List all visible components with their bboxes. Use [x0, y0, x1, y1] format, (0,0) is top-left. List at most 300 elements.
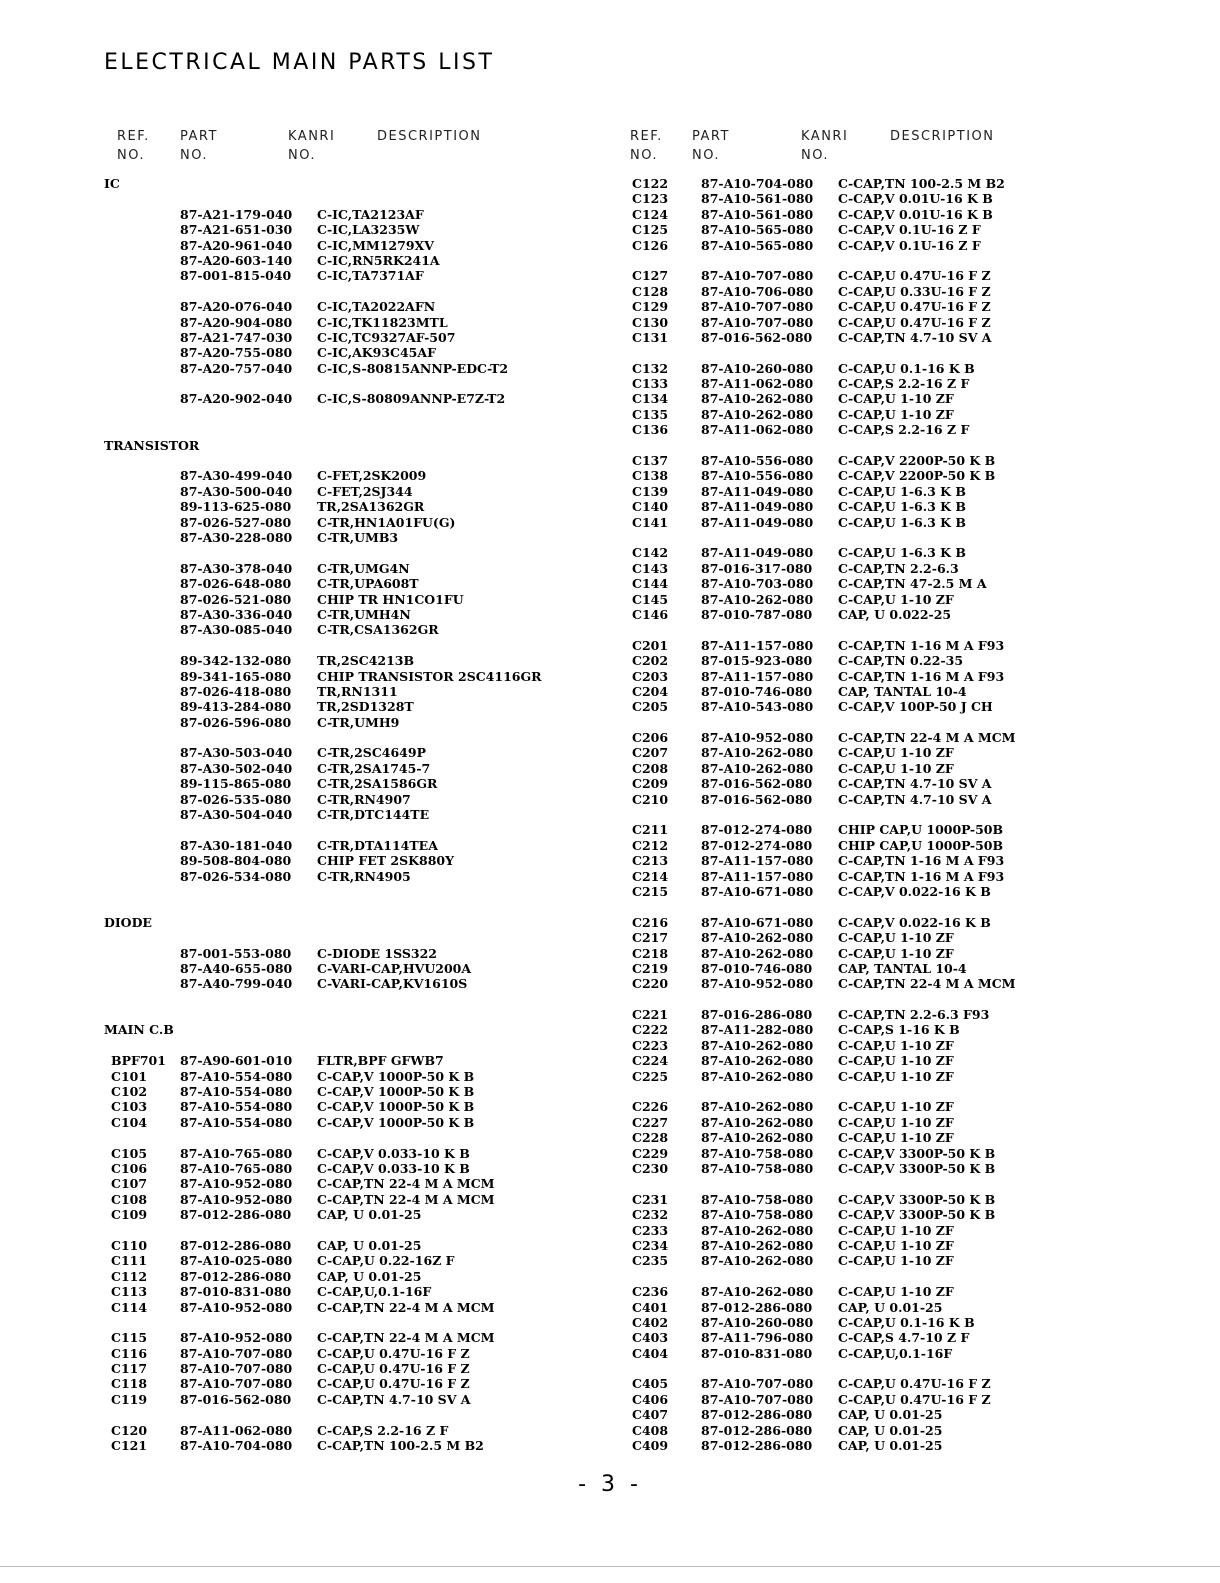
part-no: 87-A10-561-080 — [701, 191, 814, 207]
ref-no: C222 — [632, 1022, 669, 1038]
ref-no: C221 — [632, 1007, 669, 1023]
part-no: 87-A20-961-040 — [180, 237, 293, 253]
ref-no: C113 — [111, 1284, 148, 1300]
part-no: 87-A30-499-040 — [180, 468, 293, 484]
table-row — [0, 391, 1220, 406]
table-row — [0, 853, 1220, 868]
ref-no: C146 — [632, 606, 669, 622]
table-row — [0, 1099, 1220, 1114]
part-no: 87-A10-262-080 — [701, 391, 814, 407]
spacer-row — [0, 715, 1220, 730]
ref-no: C133 — [632, 376, 669, 392]
ref-no: C202 — [632, 653, 669, 669]
part-no: 87-A10-952-080 — [180, 1299, 293, 1315]
ref-no: C129 — [632, 299, 669, 315]
description: C-TR,CSA1362GR — [317, 622, 439, 638]
part-no: 87-A10-262-080 — [701, 1222, 814, 1238]
ref-no: C104 — [111, 1114, 148, 1130]
description: C-CAP,U,0.1-16F — [317, 1284, 432, 1300]
description: C-CAP,U,0.1-16F — [838, 1345, 953, 1361]
parts-list-right — [0, 176, 1220, 1453]
part-no: 87-010-746-080 — [701, 960, 813, 976]
spacer-row — [0, 253, 1220, 268]
part-no: 87-A10-554-080 — [180, 1114, 293, 1130]
description: C-CAP,TN 0.22-35 — [838, 653, 964, 669]
part-no: 87-A10-025-080 — [180, 1253, 293, 1269]
header-kanri: KANRI — [801, 129, 849, 144]
description: TR,2SC4213B — [317, 653, 415, 669]
description: C-FET,2SJ344 — [317, 483, 413, 499]
ref-no: C405 — [632, 1376, 669, 1392]
description: C-CAP,S 2.2-16 Z F — [838, 422, 970, 438]
description: CAP, U 0.01-25 — [317, 1207, 422, 1223]
table-row — [0, 1284, 1220, 1299]
description: C-CAP,TN 22-4 M A MCM — [317, 1330, 495, 1346]
ref-no: C229 — [632, 1145, 669, 1161]
description: C-CAP,TN 1-16 M A F93 — [838, 668, 1005, 684]
description: C-CAP,V 0.022-16 K B — [838, 883, 991, 899]
description: C-CAP,U 1-10 ZF — [838, 1053, 954, 1069]
part-no: 87-A11-062-080 — [701, 422, 814, 438]
table-row — [0, 869, 1220, 884]
description: C-IC,MM1279XV — [317, 237, 434, 253]
part-no: 87-A11-049-080 — [701, 499, 814, 515]
ref-no: C207 — [632, 745, 669, 761]
part-no: 87-010-831-080 — [180, 1284, 292, 1300]
table-row — [0, 1392, 1220, 1407]
ref-no: C138 — [632, 468, 669, 484]
part-no: 87-A10-262-080 — [701, 1099, 814, 1115]
description: C-CAP,V 0.1U-16 Z F — [838, 222, 981, 238]
table-row — [0, 484, 1220, 499]
part-no: 87-A10-554-080 — [180, 1068, 293, 1084]
description: C-CAP,U 1-10 ZF — [838, 1037, 954, 1053]
table-row — [0, 792, 1220, 807]
description: C-CAP,U 0.1-16 K B — [838, 1314, 975, 1330]
part-no: 87-A11-049-080 — [701, 545, 814, 561]
ref-no: C408 — [632, 1422, 669, 1438]
table-row — [0, 1146, 1220, 1161]
description: C-TR,DTA114TEA — [317, 837, 438, 853]
part-no: 87-A10-565-080 — [701, 237, 814, 253]
spacer-row — [0, 992, 1220, 1007]
ref-no: C406 — [632, 1391, 669, 1407]
part-no: 87-012-286-080 — [701, 1438, 813, 1454]
part-no: 87-A10-262-080 — [701, 930, 814, 946]
part-no: 87-A20-755-080 — [180, 345, 293, 361]
part-no: 87-010-746-080 — [701, 683, 813, 699]
description: C-CAP,U 1-10 ZF — [838, 745, 954, 761]
table-row — [0, 1053, 1220, 1068]
header-part: PART — [180, 129, 218, 144]
ref-no: C230 — [632, 1161, 669, 1176]
ref-no: C228 — [632, 1130, 669, 1146]
ref-no: C402 — [632, 1314, 669, 1330]
ref-no: C231 — [632, 1191, 669, 1207]
table-row — [0, 268, 1220, 283]
table-row — [0, 468, 1220, 483]
part-no: 87-A11-796-080 — [701, 1330, 814, 1346]
part-no: 87-A40-655-080 — [180, 960, 293, 976]
table-row — [0, 915, 1220, 930]
ref-no: C137 — [632, 453, 669, 469]
description: C-VARI-CAP,HVU200A — [317, 960, 472, 976]
description: C-CAP,U 1-10 ZF — [838, 1130, 954, 1146]
table-row — [0, 1407, 1220, 1422]
description: C-CAP,TN 22-4 M A MCM — [317, 1191, 495, 1207]
part-no: 87-A11-157-080 — [701, 668, 814, 684]
description: C-CAP,U 1-10 ZF — [838, 1284, 954, 1300]
description: C-CAP,U 0.33U-16 F Z — [838, 283, 991, 299]
description: C-CAP,V 3300P-50 K B — [838, 1207, 996, 1223]
part-no: 87-A20-902-040 — [180, 391, 293, 407]
part-no: 87-A10-554-080 — [180, 1099, 293, 1115]
description: CHIP TR HN1CO1FU — [317, 591, 464, 607]
description: C-CAP,U 1-10 ZF — [838, 1237, 954, 1253]
table-row — [0, 976, 1220, 991]
description: C-CAP,U 1-10 ZF — [838, 406, 954, 422]
part-no: 87-016-286-080 — [701, 1007, 813, 1023]
part-no: 87-A10-260-080 — [701, 1314, 814, 1330]
description: CAP, U 0.01-25 — [317, 1268, 422, 1284]
part-no: 87-A30-378-040 — [180, 560, 293, 576]
table-row — [0, 284, 1220, 299]
description: C-TR,UMH9 — [317, 714, 400, 730]
description: C-CAP,S 1-16 K B — [838, 1022, 960, 1038]
description: C-CAP,TN 1-16 M A F93 — [838, 853, 1005, 869]
part-no: 87-A11-157-080 — [701, 853, 814, 869]
description: CHIP CAP,U 1000P-50B — [838, 837, 1004, 853]
table-row — [0, 684, 1220, 699]
part-no: 87-A30-504-040 — [180, 807, 293, 823]
part-no: 87-A10-758-080 — [701, 1145, 814, 1161]
table-row — [0, 1192, 1220, 1207]
ref-no: C107 — [111, 1176, 148, 1192]
table-row — [0, 576, 1220, 591]
header-part-no: NO. — [692, 148, 721, 163]
table-row — [0, 1315, 1220, 1330]
ref-no: C211 — [632, 822, 669, 838]
section-heading: TRANSISTOR — [104, 437, 200, 453]
table-row — [0, 376, 1220, 391]
part-no: 87-A10-565-080 — [701, 222, 814, 238]
ref-no: C220 — [632, 976, 669, 992]
part-no: 87-A10-262-080 — [701, 945, 814, 961]
description: C-FET,2SK2009 — [317, 468, 427, 484]
description: C-CAP,V 0.033-10 K B — [317, 1145, 470, 1161]
description: C-CAP,U 1-10 ZF — [838, 1068, 954, 1084]
ref-no: C219 — [632, 960, 669, 976]
description: C-CAP,TN 4.7-10 SV A — [838, 776, 992, 792]
part-no: 87-A10-952-080 — [180, 1191, 293, 1207]
table-row — [0, 330, 1220, 345]
ref-no: C139 — [632, 483, 669, 499]
table-row — [0, 499, 1220, 514]
ref-no: C142 — [632, 545, 669, 561]
part-no: 87-012-274-080 — [701, 822, 813, 838]
description: C-CAP,U 0.47U-16 F Z — [838, 299, 991, 315]
spacer-row — [0, 1084, 1220, 1099]
description: C-IC,TC9327AF-507 — [317, 329, 456, 345]
part-no: 87-012-286-080 — [180, 1207, 292, 1223]
part-no: 87-A10-703-080 — [701, 576, 814, 592]
description: C-CAP,U 0.1-16 K B — [838, 360, 975, 376]
table-row — [0, 422, 1220, 437]
description: C-TR,UMB3 — [317, 529, 399, 545]
table-row — [0, 1376, 1220, 1391]
spacer-row — [0, 1176, 1220, 1191]
ref-no: C122 — [632, 176, 669, 191]
part-no: 87-A10-671-080 — [701, 883, 814, 899]
ref-no: C234 — [632, 1237, 669, 1253]
part-no: 87-A21-179-040 — [180, 206, 293, 222]
description: C-CAP,TN 2.2-6.3 — [838, 560, 959, 576]
description: C-VARI-CAP,KV1610S — [317, 976, 468, 992]
ref-no: C109 — [111, 1207, 148, 1223]
part-no: 87-A20-757-040 — [180, 360, 293, 376]
part-no: 87-A11-062-080 — [701, 376, 814, 392]
section-heading: DIODE — [104, 914, 152, 930]
table-row — [0, 930, 1220, 945]
part-no: 87-026-596-080 — [180, 714, 292, 730]
ref-no: C223 — [632, 1037, 669, 1053]
ref-no: C232 — [632, 1207, 669, 1223]
table-row — [0, 1300, 1220, 1315]
part-no: 87-A10-556-080 — [701, 468, 814, 484]
part-no: 87-A21-651-030 — [180, 222, 293, 238]
header-ref: REF. — [630, 129, 663, 144]
description: CAP, U 0.01-25 — [838, 1299, 943, 1315]
ref-no: C141 — [632, 514, 669, 530]
spacer-row — [0, 622, 1220, 637]
description: CAP, U 0.022-25 — [838, 606, 952, 622]
description: C-CAP,V 100P-50 J CH — [838, 699, 993, 715]
spacer-row — [0, 530, 1220, 545]
description: C-TR,2SA1586GR — [317, 776, 438, 792]
part-no: 87-026-521-080 — [180, 591, 292, 607]
ref-no: BPF701 — [111, 1053, 166, 1069]
description: C-CAP,U 1-10 ZF — [838, 760, 954, 776]
ref-no: C144 — [632, 576, 669, 592]
section-heading: IC — [104, 176, 120, 191]
spacer-row — [0, 899, 1220, 914]
description: C-CAP,U 1-10 ZF — [838, 1114, 954, 1130]
ref-no: C145 — [632, 591, 669, 607]
ref-no: C215 — [632, 883, 669, 899]
ref-no: C407 — [632, 1407, 669, 1423]
description: CHIP CAP,U 1000P-50B — [838, 822, 1004, 838]
ref-no: C212 — [632, 837, 669, 853]
description: C-CAP,U 1-10 ZF — [838, 391, 954, 407]
description: CAP, U 0.01-25 — [838, 1407, 943, 1423]
part-no: 87-A90-601-010 — [180, 1053, 293, 1069]
description: C-CAP,U 1-10 ZF — [838, 945, 954, 961]
part-no: 87-A10-758-080 — [701, 1191, 814, 1207]
ref-no: C204 — [632, 683, 669, 699]
description: C-IC,S-80809ANNP-E7Z-T2 — [317, 391, 506, 407]
ref-no: C126 — [632, 237, 669, 253]
part-no: 87-A11-049-080 — [701, 514, 814, 530]
table-row — [0, 730, 1220, 745]
ref-no: C136 — [632, 422, 669, 438]
ref-no: C224 — [632, 1053, 669, 1069]
header-description: DESCRIPTION — [890, 129, 995, 144]
page-title: ELECTRICAL MAIN PARTS LIST — [104, 50, 495, 75]
part-no: 87-A10-707-080 — [701, 1391, 814, 1407]
description: C-CAP,U 0.47U-16 F Z — [838, 1391, 991, 1407]
part-no: 87-A10-262-080 — [701, 1053, 814, 1069]
ref-no: C118 — [111, 1376, 148, 1392]
header-ref-no: NO. — [630, 148, 659, 163]
description: C-CAP,U 0.22-16Z F — [317, 1253, 455, 1269]
description: C-CAP,TN 4.7-10 SV A — [838, 791, 992, 807]
table-row — [0, 1007, 1220, 1022]
ref-no: C213 — [632, 853, 669, 869]
description: CHIP TRANSISTOR 2SC4116GR — [317, 668, 542, 684]
part-no: 87-A10-952-080 — [701, 976, 814, 992]
description: C-CAP,U 1-6.3 K B — [838, 483, 966, 499]
header-kanri-no: NO. — [288, 148, 317, 163]
page-number: - 3 - — [578, 1472, 642, 1497]
ref-no: C105 — [111, 1145, 148, 1161]
part-no: 87-012-286-080 — [180, 1237, 292, 1253]
header-kanri: KANRI — [288, 129, 336, 144]
description: C-CAP,TN 100-2.5 M B2 — [838, 176, 1005, 191]
part-no: 87-A10-704-080 — [180, 1438, 293, 1454]
description: C-CAP,U 0.47U-16 F Z — [317, 1361, 470, 1377]
table-row — [0, 207, 1220, 222]
table-row — [0, 1438, 1220, 1453]
part-no: 87-A30-181-040 — [180, 837, 293, 853]
part-no: 87-015-923-080 — [701, 653, 813, 669]
table-row — [0, 1223, 1220, 1238]
part-no: 87-A10-952-080 — [701, 730, 814, 746]
part-no: 87-026-534-080 — [180, 868, 292, 884]
table-row — [0, 653, 1220, 668]
part-no: 89-342-132-080 — [180, 653, 292, 669]
part-no: 87-A30-228-080 — [180, 529, 293, 545]
description: C-IC,TA2022AFN — [317, 299, 436, 315]
ref-no: C112 — [111, 1268, 148, 1284]
part-no: 87-016-562-080 — [701, 329, 813, 345]
ref-no: C115 — [111, 1330, 148, 1346]
header-part: PART — [692, 129, 730, 144]
ref-no: C130 — [632, 314, 669, 330]
ref-no: C225 — [632, 1068, 669, 1084]
description: C-CAP,U 0.47U-16 F Z — [317, 1376, 470, 1392]
description: C-DIODE 1SS322 — [317, 945, 438, 961]
part-no: 87-001-815-040 — [180, 268, 292, 284]
part-no: 89-115-865-080 — [180, 776, 292, 792]
part-no: 89-508-804-080 — [180, 853, 292, 869]
part-no: 87-016-562-080 — [701, 776, 813, 792]
part-no: 87-A30-502-040 — [180, 760, 293, 776]
description: CAP, TANTAL 10-4 — [838, 960, 967, 976]
part-no: 87-A11-157-080 — [701, 868, 814, 884]
part-no: 89-413-284-080 — [180, 699, 292, 715]
description: C-CAP,V 0.01U-16 K B — [838, 206, 993, 222]
table-row — [0, 838, 1220, 853]
part-no: 87-A10-262-080 — [701, 1068, 814, 1084]
ref-no: C218 — [632, 945, 669, 961]
spacer-row — [0, 807, 1220, 822]
part-no: 87-A10-707-080 — [701, 314, 814, 330]
ref-no: C131 — [632, 329, 669, 345]
part-no: 87-026-535-080 — [180, 791, 292, 807]
description: C-CAP,S 2.2-16 Z F — [317, 1422, 449, 1438]
part-no: 87-A11-049-080 — [701, 483, 814, 499]
part-no: 87-A10-262-080 — [701, 1114, 814, 1130]
description: C-IC,LA3235W — [317, 222, 420, 238]
part-no: 87-A10-262-080 — [701, 591, 814, 607]
part-no: 87-A10-543-080 — [701, 699, 814, 715]
ref-no: C116 — [111, 1345, 148, 1361]
table-row — [0, 761, 1220, 776]
part-no: 87-A10-952-080 — [180, 1176, 293, 1192]
table-row — [0, 776, 1220, 791]
table-row — [0, 238, 1220, 253]
description: C-CAP,U 0.47U-16 F Z — [838, 268, 991, 284]
description: C-CAP,V 1000P-50 K B — [317, 1114, 475, 1130]
part-no: 87-A10-262-080 — [701, 745, 814, 761]
header-kanri-no: NO. — [801, 148, 830, 163]
description: C-TR,HN1A01FU(G) — [317, 514, 456, 530]
table-row — [0, 884, 1220, 899]
part-no: 87-A10-765-080 — [180, 1145, 293, 1161]
ref-no: C135 — [632, 406, 669, 422]
part-no: 87-A10-260-080 — [701, 360, 814, 376]
description: C-CAP,TN 2.2-6.3 F93 — [838, 1007, 990, 1023]
bottom-rule — [0, 1566, 1220, 1567]
table-row — [0, 1238, 1220, 1253]
part-no: 87-A30-085-040 — [180, 622, 293, 638]
table-row — [0, 1423, 1220, 1438]
ref-no: C214 — [632, 868, 669, 884]
part-no: 87-A10-262-080 — [701, 1253, 814, 1269]
description: C-CAP,TN 100-2.5 M B2 — [317, 1438, 484, 1454]
table-row — [0, 222, 1220, 237]
ref-no: C205 — [632, 699, 669, 715]
part-no: 87-A10-952-080 — [180, 1330, 293, 1346]
description: C-CAP,V 0.1U-16 Z F — [838, 237, 981, 253]
spacer-row — [0, 1269, 1220, 1284]
part-no: 87-A21-747-030 — [180, 329, 293, 345]
part-no: 87-A20-603-140 — [180, 252, 293, 268]
description: C-CAP,V 3300P-50 K B — [838, 1191, 996, 1207]
part-no: 87-A11-282-080 — [701, 1022, 814, 1038]
part-no: 87-A10-262-080 — [701, 1284, 814, 1300]
part-no: 87-A10-758-080 — [701, 1207, 814, 1223]
table-row — [0, 1115, 1220, 1130]
table-row — [0, 699, 1220, 714]
description: CAP, U 0.01-25 — [838, 1438, 943, 1454]
table-row — [0, 1253, 1220, 1268]
part-no: 87-A10-262-080 — [701, 1237, 814, 1253]
ref-no: C401 — [632, 1299, 669, 1315]
ref-no: C216 — [632, 914, 669, 930]
table-row — [0, 1130, 1220, 1145]
table-row — [0, 669, 1220, 684]
part-no: 87-A40-799-040 — [180, 976, 293, 992]
spacer-row — [0, 345, 1220, 360]
table-row — [0, 191, 1220, 206]
description: FLTR,BPF GFWB7 — [317, 1053, 444, 1069]
ref-no: C140 — [632, 499, 669, 515]
part-no: 87-A10-707-080 — [701, 268, 814, 284]
part-no: 87-012-286-080 — [701, 1299, 813, 1315]
description: C-CAP,S 4.7-10 Z F — [838, 1330, 970, 1346]
part-no: 87-A30-336-040 — [180, 606, 293, 622]
